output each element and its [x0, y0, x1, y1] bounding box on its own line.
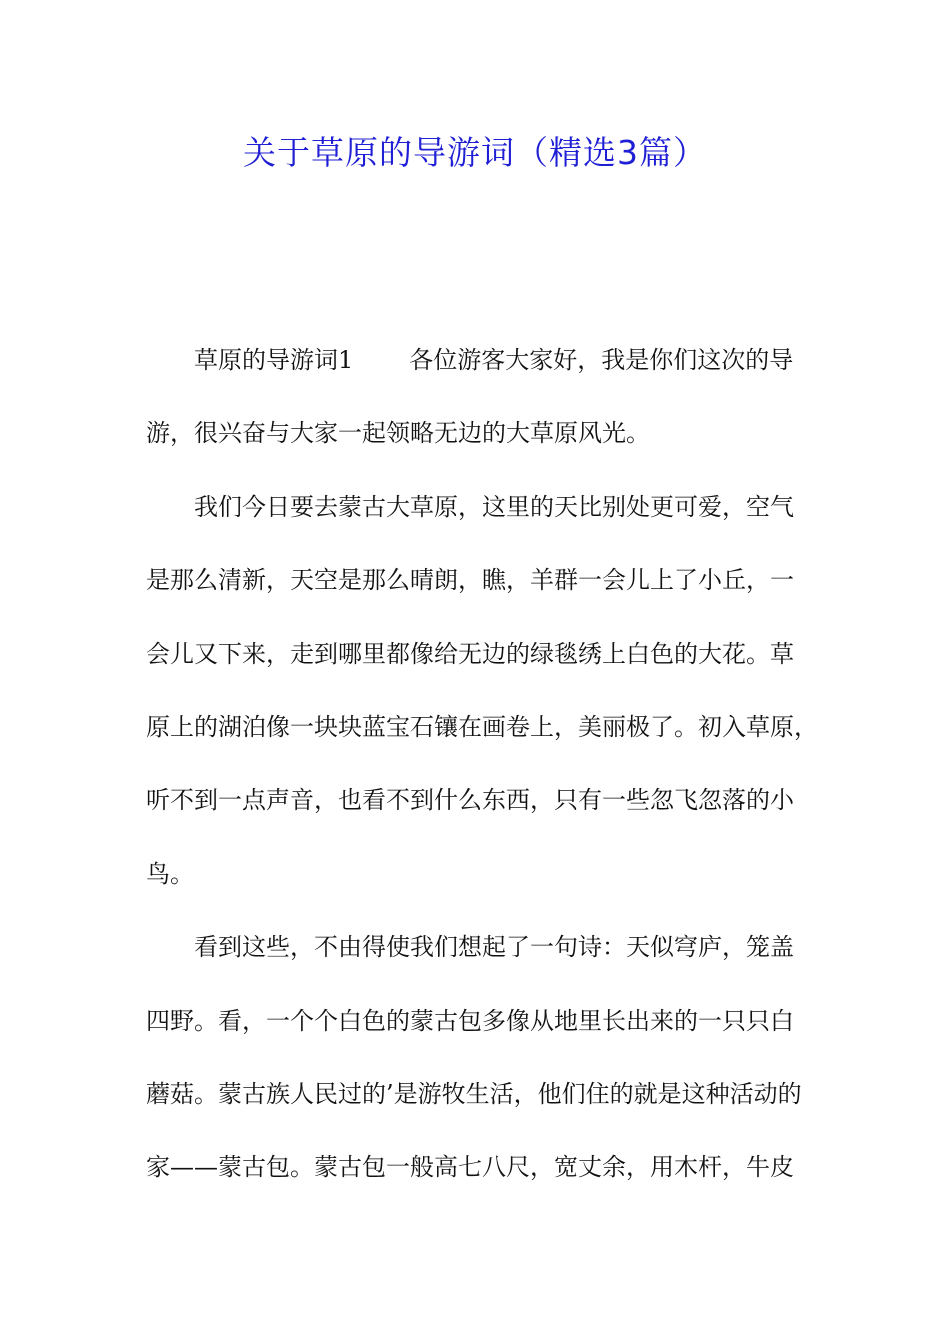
paragraph-text: 各位游客大家好，我是你们这次的导: [409, 346, 794, 374]
paragraph-line: 四野。看，一个个白色的蒙古包多像从地里长出来的一只只白: [146, 1006, 794, 1035]
document-body: [146, 335, 826, 1216]
paragraph-line: 看到这些，不由得使我们想起了一句诗：天似穹庐，笼盖: [194, 933, 794, 962]
paragraph-line: 游，很兴奋与大家一起领略无边的大草原风光。: [146, 419, 650, 448]
paragraph-line: 听不到一点声音，也看不到什么东西，只有一些忽飞忽落的小: [146, 786, 794, 815]
paragraph-line: 会儿又下来，走到哪里都像给无边的绿毯绣上白色的大花。草: [146, 639, 794, 668]
paragraph-line: [146, 335, 826, 408]
document-title: 关于草原的导游词（精选3篇）: [243, 133, 707, 172]
paragraph-line: 我们今日要去蒙古大草原，这里的天比别处更可爱，空气: [194, 492, 794, 521]
paragraph-line: 原上的湖泊像一块块蓝宝石镶在画卷上，美丽极了。初入草原，: [146, 712, 818, 741]
paragraph-line: 家——蒙古包。蒙古包一般高七八尺，宽丈余，用木杆，牛皮: [146, 1153, 794, 1182]
paragraph-line: 是那么清新，天空是那么晴朗，瞧，羊群一会儿上了小丘，一: [146, 566, 794, 595]
section-heading: 草原的导游词1: [194, 346, 354, 374]
paragraph-line: 蘑菇。蒙古族人民过的’是游牧生活，他们住的就是这种活动的: [146, 1079, 802, 1108]
paragraph-line: 鸟。: [146, 859, 194, 888]
